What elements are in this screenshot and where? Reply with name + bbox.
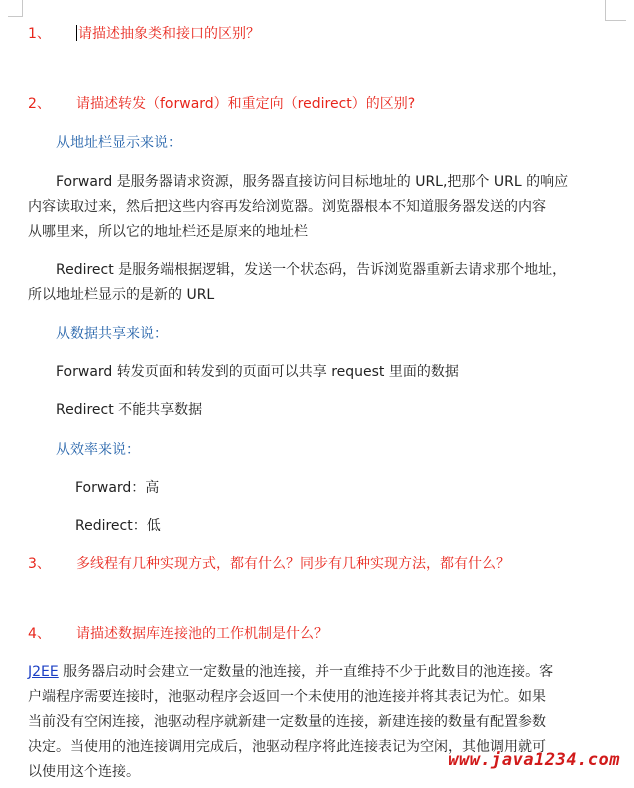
watermark: www.java1234.com [448,750,620,770]
forward-efficiency-line: Forward：高 [75,480,160,496]
paragraph-line: 决定。当使用的池连接调用完成后，池驱动程序将此连接表记为空闲，其他调用就可 [28,739,546,755]
paragraph-line: 当前没有空闲连接，池驱动程序就新建一定数量的连接，新建连接的数量有配置参数 [28,714,546,730]
question-1 [28,24,260,44]
paragraph-line: 所以地址栏显示的是新的 URL [28,287,215,303]
forward-share-line: Forward 转发页面和转发到的页面可以共享 request 里面的数据 [56,364,459,380]
page-corner-mark-right [605,0,626,21]
redirect-paragraph [28,258,588,308]
text-cursor [76,25,77,41]
question-number: 3、 [28,556,51,572]
question-text: 请描述数据库连接池的工作机制是什么？ [76,626,328,642]
question-text: 请描述转发（forward）和重定向（redirect）的区别? [76,96,416,112]
redirect-efficiency-line: Redirect：低 [75,518,161,534]
share-heading: 从数据共享来说： [56,326,168,342]
question-text: 请描述抽象类和接口的区别？ [78,26,260,42]
paragraph-line: Redirect 是服务端根据逻辑，发送一个状态码，告诉浏览器重新去请求那个地址， [56,262,567,278]
paragraph-line [28,660,588,685]
efficiency-heading: 从效率来说： [56,442,140,458]
paragraph-text: 服务器启动时会建立一定数量的池连接，并一直维持不少于此数目的池连接。客 [58,664,554,680]
forward-paragraph [28,170,588,245]
j2ee-link[interactable]: J2EE [28,664,59,680]
question-number: 1、 [28,26,51,42]
paragraph-line: 从哪里来，所以它的地址栏还是原来的地址栏 [28,224,308,240]
paragraph-line: 户端程序需要连接时，池驱动程序会返回一个未使用的池连接并将其表记为忙。如果 [28,689,546,705]
paragraph-line: 以使用这个连接。 [28,764,140,780]
address-heading: 从地址栏显示来说： [56,135,182,151]
question-2 [28,94,415,114]
question-3 [28,554,510,574]
question-text: 多线程有几种实现方式，都有什么？同步有几种实现方法，都有什么？ [76,556,510,572]
paragraph-line: Forward 是服务器请求资源，服务器直接访问目标地址的 URL,把那个 URL 的响应 [56,174,569,190]
question-number: 4、 [28,626,51,642]
paragraph-line: 内容读取过来，然后把这些内容再发给浏览器。浏览器根本不知道服务器发送的内容 [28,199,546,215]
redirect-share-line: Redirect 不能共享数据 [56,402,203,418]
question-4 [28,624,328,644]
page-corner-mark-left [8,0,23,17]
question-number: 2、 [28,96,51,112]
